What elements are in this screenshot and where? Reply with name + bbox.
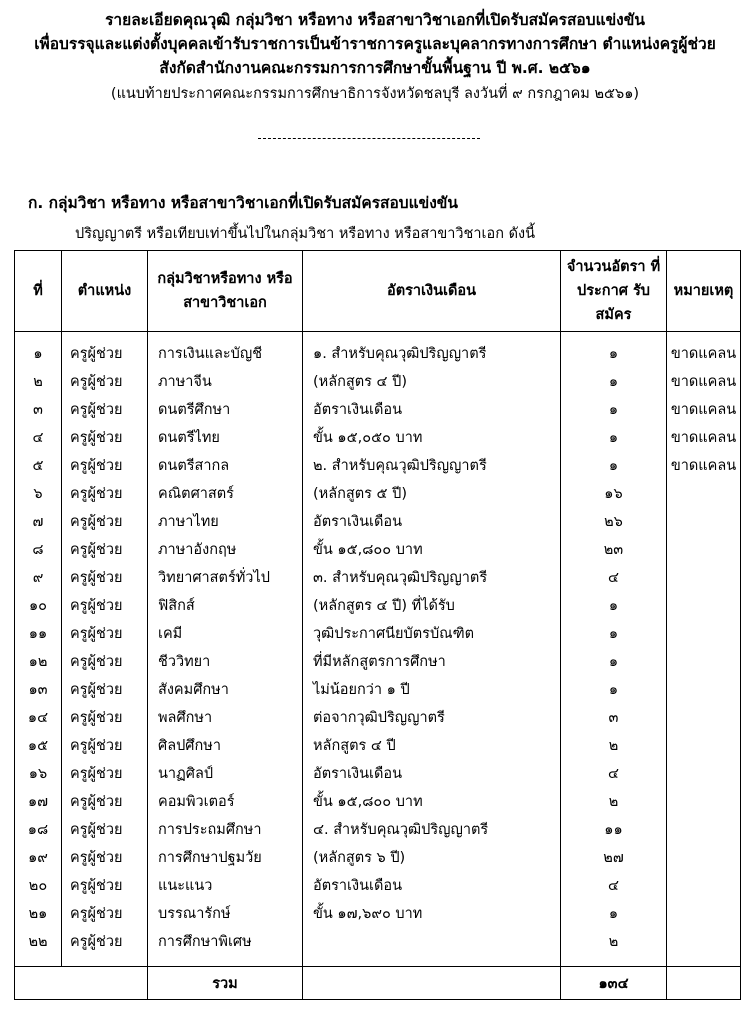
- document-title-line-3: สังกัดสำนักงานคณะกรรมการการศึกษาขั้นพื้นฐาน ปี พ.ศ. ๒๕๖๑: [159, 59, 591, 77]
- cell-position: ครูผู้ช่วย: [62, 452, 148, 480]
- table-row: [15, 508, 741, 536]
- cell-count: ๑: [561, 620, 667, 648]
- cell-remark: [667, 676, 741, 704]
- cell-position: ครูผู้ช่วย: [62, 872, 148, 900]
- cell-remark: [667, 872, 741, 900]
- cell-subject: การศึกษาปฐมวัย: [148, 844, 303, 872]
- cell-position: ครูผู้ช่วย: [62, 788, 148, 816]
- table-row: [15, 620, 741, 648]
- cell-no: ๔: [15, 424, 62, 452]
- table-row: [15, 732, 741, 760]
- cell-subject: คณิตศาสตร์: [148, 480, 303, 508]
- cell-subject: คอมพิวเตอร์: [148, 788, 303, 816]
- header-no: ที่: [15, 251, 62, 332]
- cell-no: ๕: [15, 452, 62, 480]
- cell-position: ครูผู้ช่วย: [62, 648, 148, 676]
- cell-count: ๑๖: [561, 480, 667, 508]
- cell-salary: ๔. สำหรับคุณวุฒิปริญญาตรี: [303, 816, 561, 844]
- cell-remark: [667, 648, 741, 676]
- cell-remark: ขาดแคลน: [667, 452, 741, 480]
- cell-no: ๑: [15, 332, 62, 369]
- cell-no: ๑๐: [15, 592, 62, 620]
- cell-no: ๑๔: [15, 704, 62, 732]
- cell-no: ๘: [15, 536, 62, 564]
- table-spacer-row: [15, 956, 741, 967]
- cell-count: ๑: [561, 396, 667, 424]
- cell-remark: [667, 480, 741, 508]
- document-title-line-1: รายละเอียดคุณวุฒิ กลุ่มวิชา หรือทาง หรือสาขาวิชาเอกที่เปิดรับสมัครสอบแข่งขัน: [105, 11, 645, 29]
- table-row: [15, 844, 741, 872]
- cell-subject: วิทยาศาสตร์ทั่วไป: [148, 564, 303, 592]
- cell-no: ๑๑: [15, 620, 62, 648]
- table-header-row: [15, 251, 741, 332]
- cell-remark: [667, 592, 741, 620]
- cell-salary: อัตราเงินเดือน: [303, 508, 561, 536]
- table-row: [15, 424, 741, 452]
- cell-remark: [667, 732, 741, 760]
- cell-count: ๒๗: [561, 844, 667, 872]
- cell-salary: ไม่น้อยกว่า ๑ ปี: [303, 676, 561, 704]
- cell-subject: ดนตรีสากล: [148, 452, 303, 480]
- cell-subject: ดนตรีศึกษา: [148, 396, 303, 424]
- cell-salary: ๑. สำหรับคุณวุฒิปริญญาตรี: [303, 332, 561, 369]
- cell-salary: ที่มีหลักสูตรการศึกษา: [303, 648, 561, 676]
- cell-position: ครูผู้ช่วย: [62, 368, 148, 396]
- cell-salary: อัตราเงินเดือน: [303, 872, 561, 900]
- cell-position: ครูผู้ช่วย: [62, 592, 148, 620]
- cell-no: ๑๖: [15, 760, 62, 788]
- cell-remark: [667, 816, 741, 844]
- cell-count: ๑: [561, 648, 667, 676]
- cell-no: ๓: [15, 396, 62, 424]
- cell-subject: ภาษาไทย: [148, 508, 303, 536]
- total-row: [15, 967, 741, 1000]
- cell-no: ๑๒: [15, 648, 62, 676]
- cell-subject: การศึกษาพิเศษ: [148, 928, 303, 956]
- cell-count: ๒๓: [561, 536, 667, 564]
- cell-position: ครูผู้ช่วย: [62, 816, 148, 844]
- cell-no: ๒๐: [15, 872, 62, 900]
- cell-count: ๑: [561, 452, 667, 480]
- cell-salary: ขั้น ๑๕,๘๐๐ บาท: [303, 536, 561, 564]
- cell-remark: [667, 704, 741, 732]
- cell-position: ครูผู้ช่วย: [62, 564, 148, 592]
- cell-position: ครูผู้ช่วย: [62, 928, 148, 956]
- cell-salary: ขั้น ๑๕,๘๐๐ บาท: [303, 788, 561, 816]
- cell-subject: ศิลปศึกษา: [148, 732, 303, 760]
- cell-remark: [667, 508, 741, 536]
- cell-salary: [303, 928, 561, 956]
- cell-count: ๑: [561, 592, 667, 620]
- cell-remark: [667, 928, 741, 956]
- cell-position: ครูผู้ช่วย: [62, 536, 148, 564]
- cell-count: ๑: [561, 900, 667, 928]
- cell-position: ครูผู้ช่วย: [62, 396, 148, 424]
- cell-position: ครูผู้ช่วย: [62, 704, 148, 732]
- table-row: [15, 564, 741, 592]
- table-row: [15, 704, 741, 732]
- cell-salary: วุฒิประกาศนียบัตรบัณฑิต: [303, 620, 561, 648]
- cell-salary: (หลักสูตร ๖ ปี): [303, 844, 561, 872]
- table-row: [15, 396, 741, 424]
- cell-position: ครูผู้ช่วย: [62, 760, 148, 788]
- cell-remark: ขาดแคลน: [667, 396, 741, 424]
- table-row: [15, 928, 741, 956]
- cell-position: ครูผู้ช่วย: [62, 480, 148, 508]
- table-row: [15, 592, 741, 620]
- header-count: จำนวนอัตรา ที่ประกาศ รับสมัคร: [561, 251, 667, 332]
- cell-salary: ๓. สำหรับคุณวุฒิปริญญาตรี: [303, 564, 561, 592]
- annex-note: (แนบท้ายประกาศคณะกรรมการศึกษาธิการจังหวัดชลบุรี ลงวันที่ ๙ กรกฎาคม ๒๕๖๑): [110, 86, 640, 102]
- cell-no: ๒๑: [15, 900, 62, 928]
- section-title: ก. กลุ่มวิชา หรือทาง หรือสาขาวิชาเอกที่เปิดรับสมัครสอบแข่งขัน: [28, 194, 458, 212]
- cell-count: ๒: [561, 788, 667, 816]
- table-row: [15, 368, 741, 396]
- cell-position: ครูผู้ช่วย: [62, 620, 148, 648]
- total-value: ๑๓๔: [561, 967, 667, 1000]
- cell-position: ครูผู้ช่วย: [62, 508, 148, 536]
- cell-count: ๑๑: [561, 816, 667, 844]
- cell-salary: (หลักสูตร ๔ ปี): [303, 368, 561, 396]
- cell-salary: อัตราเงินเดือน: [303, 760, 561, 788]
- cell-count: ๒๖: [561, 508, 667, 536]
- positions-table: [14, 250, 741, 1000]
- cell-remark: [667, 844, 741, 872]
- table-row: [15, 760, 741, 788]
- cell-remark: [667, 564, 741, 592]
- cell-remark: ขาดแคลน: [667, 424, 741, 452]
- cell-remark: [667, 760, 741, 788]
- cell-subject: ฟิสิกส์: [148, 592, 303, 620]
- header-position: ตำแหน่ง: [62, 251, 148, 332]
- table-row: [15, 900, 741, 928]
- cell-remark: ขาดแคลน: [667, 332, 741, 369]
- cell-subject: สังคมศึกษา: [148, 676, 303, 704]
- header-salary: อัตราเงินเดือน: [303, 251, 561, 332]
- cell-remark: ขาดแคลน: [667, 368, 741, 396]
- cell-subject: นาฏศิลป์: [148, 760, 303, 788]
- cell-count: ๓: [561, 704, 667, 732]
- cell-position: ครูผู้ช่วย: [62, 732, 148, 760]
- total-label: รวม: [148, 967, 303, 1000]
- table-row: [15, 788, 741, 816]
- cell-no: ๙: [15, 564, 62, 592]
- table-row: [15, 872, 741, 900]
- cell-count: ๑: [561, 368, 667, 396]
- cell-remark: [667, 788, 741, 816]
- cell-salary: (หลักสูตร ๔ ปี) ที่ได้รับ: [303, 592, 561, 620]
- cell-count: ๑: [561, 424, 667, 452]
- header-subject: กลุ่มวิชาหรือทาง หรือสาขาวิชาเอก: [148, 251, 303, 332]
- cell-count: ๔: [561, 872, 667, 900]
- table-row: [15, 676, 741, 704]
- cell-no: ๒: [15, 368, 62, 396]
- table-row: [15, 648, 741, 676]
- cell-subject: เคมี: [148, 620, 303, 648]
- cell-salary: หลักสูตร ๔ ปี: [303, 732, 561, 760]
- cell-subject: ภาษาจีน: [148, 368, 303, 396]
- cell-count: ๑: [561, 676, 667, 704]
- table-row: [15, 480, 741, 508]
- cell-salary: ขั้น ๑๕,๐๕๐ บาท: [303, 424, 561, 452]
- cell-no: ๑๙: [15, 844, 62, 872]
- cell-subject: การเงินและบัญชี: [148, 332, 303, 369]
- cell-position: ครูผู้ช่วย: [62, 424, 148, 452]
- table-body: [15, 332, 741, 967]
- cell-subject: ภาษาอังกฤษ: [148, 536, 303, 564]
- table-row: [15, 816, 741, 844]
- cell-count: ๑: [561, 332, 667, 369]
- document-title-line-2: เพื่อบรรจุและแต่งตั้งบุคคลเข้ารับราชการเป็นข้าราชการครูและบุคลากรทางการศึกษา ตำแหน่งครูผู้ช่วย: [34, 35, 716, 53]
- cell-no: ๗: [15, 508, 62, 536]
- cell-subject: พลศึกษา: [148, 704, 303, 732]
- cell-count: ๔: [561, 564, 667, 592]
- cell-no: ๖: [15, 480, 62, 508]
- cell-subject: แนะแนว: [148, 872, 303, 900]
- cell-no: ๑๓: [15, 676, 62, 704]
- cell-subject: ดนตรีไทย: [148, 424, 303, 452]
- cell-position: ครูผู้ช่วย: [62, 844, 148, 872]
- table-row: [15, 536, 741, 564]
- cell-subject: บรรณารักษ์: [148, 900, 303, 928]
- cell-no: ๒๒: [15, 928, 62, 956]
- cell-subject: การประถมศึกษา: [148, 816, 303, 844]
- cell-position: ครูผู้ช่วย: [62, 676, 148, 704]
- cell-count: ๒: [561, 928, 667, 956]
- cell-salary: ๒. สำหรับคุณวุฒิปริญญาตรี: [303, 452, 561, 480]
- cell-salary: ต่อจากวุฒิปริญญาตรี: [303, 704, 561, 732]
- cell-salary: ขั้น ๑๗,๖๙๐ บาท: [303, 900, 561, 928]
- cell-remark: [667, 536, 741, 564]
- cell-remark: [667, 900, 741, 928]
- cell-salary: (หลักสูตร ๕ ปี): [303, 480, 561, 508]
- table-row: [15, 452, 741, 480]
- table-row: [15, 332, 741, 369]
- cell-subject: ชีววิทยา: [148, 648, 303, 676]
- cell-position: ครูผู้ช่วย: [62, 332, 148, 369]
- cell-salary: อัตราเงินเดือน: [303, 396, 561, 424]
- section-subtitle: ปริญญาตรี หรือเทียบเท่าขึ้นไปในกลุ่มวิชา หรือทาง หรือสาขาวิชาเอก ดังนี้: [75, 226, 535, 242]
- cell-count: ๔: [561, 760, 667, 788]
- dashed-divider: [258, 138, 480, 139]
- cell-no: ๑๕: [15, 732, 62, 760]
- cell-remark: [667, 620, 741, 648]
- cell-no: ๑๗: [15, 788, 62, 816]
- cell-no: ๑๘: [15, 816, 62, 844]
- header-remark: หมายเหตุ: [667, 251, 741, 332]
- cell-count: ๒: [561, 732, 667, 760]
- cell-position: ครูผู้ช่วย: [62, 900, 148, 928]
